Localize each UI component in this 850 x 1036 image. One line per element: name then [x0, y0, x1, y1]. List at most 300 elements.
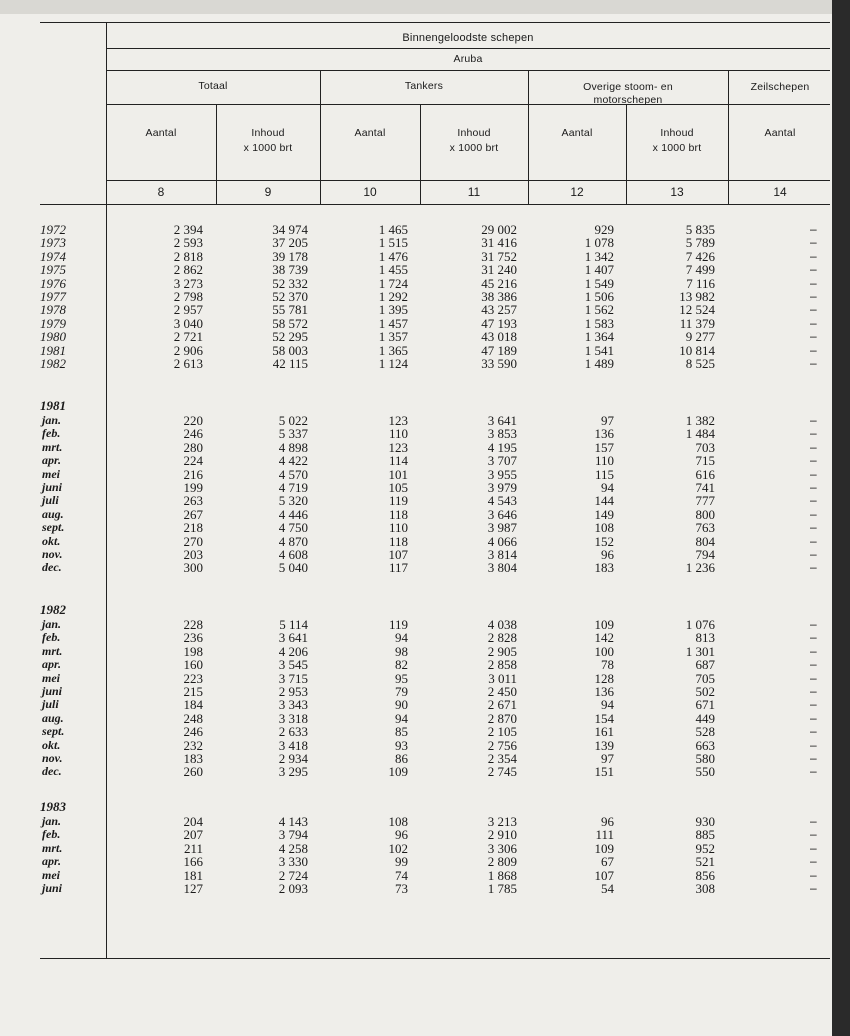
cell-totaal-inhoud: 5 022 [278, 413, 308, 428]
cell-totaal-aantal: 263 [183, 493, 203, 509]
cell-tankers-inhoud: 47 189 [481, 342, 517, 358]
cell-overige-inhoud: 952 [695, 840, 715, 856]
cell-overige-aantal: 1 342 [584, 248, 614, 264]
cell-zeil-aantal: – [810, 262, 817, 277]
cell-tankers-aantal: 93 [395, 737, 408, 753]
cell-overige-aantal: 107 [594, 867, 614, 883]
cell-tankers-inhoud: 31 416 [481, 235, 517, 251]
cell-tankers-aantal: 79 [395, 684, 408, 699]
cell-tankers-aantal: 101 [388, 466, 408, 482]
colnum-11: 11 [467, 185, 481, 199]
cell-zeil-aantal: – [810, 453, 817, 468]
cell-overige-inhoud: 930 [695, 814, 715, 829]
cell-overige-inhoud: 777 [695, 493, 715, 509]
cell-tankers-inhoud: 4 195 [487, 439, 517, 455]
row-year-label: 1982 [40, 356, 66, 371]
cell-tankers-inhoud: 2 745 [487, 764, 517, 780]
cell-overige-aantal: 67 [601, 854, 614, 870]
row-month-label: mrt. [42, 840, 63, 855]
row-month-label: sept. [42, 724, 65, 739]
cell-overige-aantal: 97 [601, 413, 614, 428]
cell-totaal-inhoud: 3 641 [278, 630, 308, 646]
cell-totaal-inhoud: 52 370 [272, 289, 308, 304]
sub-aantal-tankers: Aantal [354, 127, 386, 139]
cell-overige-aantal: 96 [601, 547, 614, 562]
colnum-10: 10 [363, 185, 377, 199]
cell-tankers-aantal: 105 [388, 480, 408, 495]
group-tankers: Tankers [404, 80, 444, 92]
cell-overige-inhoud: 528 [695, 724, 715, 740]
cell-tankers-aantal: 108 [388, 814, 408, 829]
colnum-12: 12 [570, 185, 584, 199]
cell-totaal-inhoud: 2 633 [278, 724, 308, 740]
cell-tankers-aantal: 1 476 [378, 248, 408, 264]
cell-overige-aantal: 154 [594, 710, 614, 726]
row-month-label: jan. [42, 617, 62, 631]
cell-zeil-aantal: – [810, 657, 817, 672]
cell-tankers-aantal: 85 [395, 724, 408, 740]
cell-tankers-inhoud: 3 011 [488, 670, 517, 686]
cell-tankers-inhoud: 3 707 [487, 453, 517, 469]
cell-tankers-inhoud: 2 756 [487, 737, 517, 753]
row-month-label: mrt. [42, 439, 63, 454]
cell-overige-inhoud: 9 277 [685, 329, 715, 345]
row-month-label: dec. [42, 764, 62, 779]
cell-zeil-aantal: – [810, 493, 817, 508]
cell-zeil-aantal: – [810, 724, 817, 739]
row-month-label: sept. [42, 520, 65, 535]
row-month-label: jan. [42, 413, 62, 427]
cell-tankers-aantal: 1 357 [378, 329, 408, 345]
cell-overige-aantal: 142 [594, 630, 614, 646]
cell-totaal-aantal: 2 818 [173, 248, 203, 264]
cell-totaal-aantal: 216 [183, 466, 203, 482]
cell-tankers-aantal: 123 [388, 413, 408, 428]
group-year-heading: 1982 [40, 602, 66, 617]
sub-inhoud-tankers-1: Inhoud [457, 127, 491, 139]
cell-zeil-aantal: – [810, 315, 817, 330]
cell-tankers-aantal: 110 [388, 520, 408, 536]
cell-totaal-inhoud: 38 739 [272, 262, 308, 278]
group-zeilschepen: Zeilschepen [750, 81, 810, 93]
colnum-8: 8 [157, 185, 165, 199]
cell-tankers-aantal: 82 [395, 657, 408, 673]
cell-overige-inhoud: 800 [695, 506, 715, 522]
cell-overige-inhoud: 687 [695, 657, 715, 673]
table-title: Binnengeloodste schepen [402, 32, 534, 44]
row-month-label: dec. [42, 560, 62, 575]
row-month-label: juni [42, 480, 63, 494]
cell-zeil-aantal: – [810, 630, 817, 645]
cell-tankers-aantal: 95 [395, 670, 408, 686]
colnum-14: 14 [773, 185, 787, 199]
rule-under-aruba [106, 70, 830, 71]
cell-totaal-inhoud: 3 343 [278, 697, 308, 713]
cell-totaal-aantal: 199 [183, 480, 203, 495]
cell-overige-aantal: 151 [594, 764, 614, 780]
row-month-label: okt. [42, 737, 61, 752]
cell-overige-inhoud: 616 [695, 466, 715, 482]
cell-overige-aantal: 109 [594, 840, 614, 856]
cell-tankers-inhoud: 2 910 [487, 827, 517, 843]
cell-zeil-aantal: – [810, 222, 817, 236]
cell-totaal-inhoud: 5 040 [278, 560, 308, 576]
cell-zeil-aantal: – [810, 854, 817, 869]
cell-tankers-inhoud: 2 905 [487, 643, 517, 659]
cell-overige-inhoud: 11 379 [679, 315, 715, 331]
cell-tankers-inhoud: 3 979 [487, 480, 517, 495]
cell-overige-inhoud: 885 [695, 827, 715, 843]
cell-tankers-aantal: 118 [388, 506, 408, 522]
cell-tankers-inhoud: 1 868 [487, 867, 517, 883]
cell-zeil-aantal: – [810, 560, 817, 575]
cell-overige-inhoud: 1 484 [685, 426, 715, 442]
cell-tankers-inhoud: 2 671 [487, 697, 517, 713]
row-month-label: mei [42, 867, 60, 882]
cell-totaal-aantal: 224 [183, 453, 203, 469]
cell-overige-inhoud: 663 [695, 737, 715, 753]
cell-tankers-aantal: 1 395 [378, 302, 408, 318]
cell-zeil-aantal: – [810, 235, 817, 250]
cell-tankers-inhoud: 38 386 [481, 289, 517, 304]
cell-totaal-aantal: 236 [183, 630, 203, 646]
row-month-label: nov. [42, 547, 63, 561]
row-month-label: mei [42, 466, 60, 481]
cell-totaal-inhoud: 4 570 [278, 466, 308, 482]
cell-totaal-aantal: 246 [183, 426, 203, 442]
cell-overige-aantal: 157 [594, 439, 614, 455]
cell-overige-inhoud: 1 076 [685, 617, 715, 632]
cell-overige-aantal: 100 [594, 643, 614, 659]
row-month-label: juli [42, 697, 59, 712]
row-month-label: juni [42, 881, 63, 895]
row-year-label: 1980 [40, 329, 66, 345]
cell-tankers-inhoud: 3 987 [487, 520, 517, 536]
cell-totaal-aantal: 3 273 [173, 275, 203, 291]
cell-overige-inhoud: 5 789 [685, 235, 715, 251]
cell-zeil-aantal: – [810, 520, 817, 535]
cell-tankers-inhoud: 3 306 [487, 840, 517, 856]
cell-totaal-inhoud: 3 794 [278, 827, 308, 843]
cell-tankers-aantal: 98 [395, 643, 408, 659]
cell-totaal-aantal: 248 [183, 710, 203, 726]
cell-zeil-aantal: – [810, 342, 817, 357]
cell-tankers-aantal: 90 [395, 697, 408, 713]
cell-tankers-aantal: 1 365 [378, 342, 408, 358]
cell-totaal-inhoud: 4 206 [278, 643, 308, 659]
cell-tankers-aantal: 1 515 [378, 235, 408, 251]
cell-overige-aantal: 161 [594, 724, 614, 740]
cell-totaal-inhoud: 52 295 [272, 329, 308, 345]
cell-tankers-inhoud: 4 543 [487, 493, 517, 509]
cell-overige-inhoud: 703 [695, 439, 715, 455]
rule-top [40, 22, 830, 23]
cell-totaal-aantal: 300 [183, 560, 203, 576]
page-binding-edge [832, 0, 850, 1036]
row-month-label: jan. [42, 814, 62, 828]
cell-totaal-inhoud: 58 003 [272, 342, 308, 358]
cell-totaal-inhoud: 55 781 [272, 302, 308, 318]
cell-totaal-inhoud: 2 934 [278, 751, 308, 766]
cell-totaal-aantal: 207 [183, 827, 203, 843]
cell-totaal-inhoud: 5 114 [279, 617, 308, 632]
cell-tankers-inhoud: 43 257 [481, 302, 517, 318]
cell-overige-aantal: 183 [594, 560, 614, 576]
cell-totaal-aantal: 260 [183, 764, 203, 780]
cell-totaal-inhoud: 3 295 [278, 764, 308, 780]
cell-zeil-aantal: – [810, 275, 817, 290]
cell-overige-inhoud: 856 [695, 867, 715, 883]
cell-overige-aantal: 1 583 [584, 315, 614, 331]
sub-inhoud-overige-2: x 1000 brt [652, 142, 702, 154]
row-year-label: 1974 [40, 248, 66, 264]
row-year-label: 1972 [40, 222, 66, 237]
cell-totaal-aantal: 204 [183, 814, 203, 829]
cell-overige-aantal: 128 [594, 670, 614, 686]
cell-tankers-inhoud: 2 450 [487, 684, 517, 699]
cell-zeil-aantal: – [810, 751, 817, 765]
cell-zeil-aantal: – [810, 737, 817, 752]
cell-tankers-inhoud: 2 828 [487, 630, 517, 646]
sub-inhoud-totaal-1: Inhoud [251, 127, 285, 139]
sub-aantal-overige: Aantal [561, 127, 593, 139]
row-month-label: feb. [42, 630, 61, 645]
sub-inhoud-overige-1: Inhoud [660, 127, 694, 139]
cell-tankers-aantal: 96 [395, 827, 408, 843]
cell-zeil-aantal: – [810, 617, 817, 631]
cell-tankers-aantal: 86 [395, 751, 408, 766]
row-year-label: 1979 [40, 315, 66, 331]
cell-tankers-inhoud: 4 066 [487, 533, 517, 549]
cell-overige-inhoud: 502 [695, 684, 715, 699]
cell-totaal-inhoud: 34 974 [272, 222, 308, 237]
cell-tankers-aantal: 94 [395, 630, 408, 646]
colnum-13: 13 [670, 185, 684, 199]
row-month-label: mei [42, 670, 60, 685]
cell-tankers-aantal: 107 [388, 547, 408, 562]
row-year-label: 1975 [40, 262, 66, 278]
cell-tankers-aantal: 1 465 [378, 222, 408, 237]
cell-tankers-aantal: 118 [388, 533, 408, 549]
cell-tankers-aantal: 1 292 [378, 289, 408, 304]
cell-overige-inhoud: 715 [695, 453, 715, 469]
cell-overige-inhoud: 741 [695, 480, 715, 495]
row-month-label: feb. [42, 827, 61, 842]
cell-overige-aantal: 97 [601, 751, 614, 766]
cell-tankers-aantal: 119 [388, 617, 408, 632]
cell-tankers-aantal: 102 [388, 840, 408, 856]
cell-overige-inhoud: 13 982 [679, 289, 715, 304]
cell-totaal-aantal: 2 906 [173, 342, 203, 358]
cell-totaal-aantal: 203 [183, 547, 203, 562]
cell-overige-inhoud: 705 [695, 670, 715, 686]
cell-overige-aantal: 54 [601, 881, 614, 896]
cell-zeil-aantal: – [810, 643, 817, 658]
cell-totaal-inhoud: 2 953 [278, 684, 308, 699]
row-year-label: 1981 [40, 342, 66, 358]
row-month-label: apr. [42, 854, 62, 869]
cell-tankers-inhoud: 3 213 [487, 814, 517, 829]
group-totaal: Totaal [198, 80, 228, 92]
cell-zeil-aantal: – [810, 533, 817, 548]
cell-totaal-inhoud: 4 608 [278, 547, 308, 562]
cell-zeil-aantal: – [810, 697, 817, 712]
cell-totaal-aantal: 228 [183, 617, 203, 632]
cell-overige-inhoud: 308 [695, 881, 715, 896]
sub-aantal-zeil: Aantal [764, 127, 796, 139]
table-subtitle: Aruba [453, 53, 483, 65]
cell-overige-inhoud: 580 [695, 751, 715, 766]
cell-totaal-aantal: 127 [183, 881, 203, 896]
cell-totaal-aantal: 2 613 [173, 356, 203, 371]
cell-totaal-aantal: 2 721 [173, 329, 203, 345]
cell-totaal-inhoud: 5 337 [278, 426, 308, 442]
cell-overige-aantal: 1 078 [584, 235, 614, 251]
cell-totaal-aantal: 2 957 [173, 302, 203, 318]
cell-totaal-aantal: 184 [183, 697, 203, 713]
cell-totaal-aantal: 220 [183, 413, 203, 428]
cell-totaal-aantal: 223 [183, 670, 203, 686]
cell-overige-inhoud: 813 [695, 630, 715, 646]
cell-overige-aantal: 139 [594, 737, 614, 753]
cell-zeil-aantal: – [810, 248, 817, 263]
cell-overige-aantal: 1 407 [584, 262, 614, 278]
cell-totaal-aantal: 211 [183, 840, 203, 856]
cell-tankers-inhoud: 47 193 [481, 315, 517, 331]
cell-overige-inhoud: 763 [695, 520, 715, 536]
cell-tankers-inhoud: 2 870 [487, 710, 517, 726]
cell-tankers-inhoud: 1 785 [487, 881, 517, 896]
cell-tankers-inhoud: 3 641 [487, 413, 517, 428]
row-year-label: 1978 [40, 302, 66, 318]
cell-totaal-aantal: 198 [183, 643, 203, 659]
cell-totaal-inhoud: 4 719 [278, 480, 308, 495]
cell-overige-aantal: 1 489 [584, 356, 614, 371]
cell-overige-aantal: 94 [601, 480, 614, 495]
cell-overige-inhoud: 12 524 [679, 302, 715, 318]
cell-zeil-aantal: – [810, 289, 817, 303]
rule-above-colnums [106, 180, 830, 181]
cell-tankers-inhoud: 2 858 [487, 657, 517, 673]
cell-totaal-aantal: 2 593 [173, 235, 203, 251]
cell-totaal-inhoud: 5 320 [278, 493, 308, 509]
cell-totaal-aantal: 181 [183, 867, 203, 883]
cell-zeil-aantal: – [810, 413, 817, 427]
cell-overige-inhoud: 10 814 [679, 342, 715, 358]
rule-under-colnums [40, 204, 830, 205]
group-year-heading: 1983 [40, 799, 66, 814]
cell-overige-aantal: 149 [594, 506, 614, 522]
group-overige-line2: motorschepen [593, 94, 663, 106]
row-month-label: apr. [42, 453, 62, 468]
cell-overige-aantal: 110 [594, 453, 614, 469]
cell-tankers-inhoud: 2 354 [487, 751, 517, 766]
cell-totaal-inhoud: 42 115 [272, 356, 308, 371]
cell-zeil-aantal: – [810, 684, 817, 698]
cell-totaal-aantal: 280 [183, 439, 203, 455]
cell-overige-inhoud: 7 499 [685, 262, 715, 278]
cell-totaal-aantal: 246 [183, 724, 203, 740]
group-year-heading: 1981 [40, 398, 66, 413]
cell-totaal-inhoud: 3 330 [278, 854, 308, 870]
cell-totaal-aantal: 218 [183, 520, 203, 536]
rule-bottom [40, 958, 830, 959]
cell-overige-aantal: 78 [601, 657, 614, 673]
cell-zeil-aantal: – [810, 466, 817, 481]
cell-overige-aantal: 109 [594, 617, 614, 632]
cell-zeil-aantal: – [810, 506, 817, 521]
cell-overige-aantal: 108 [594, 520, 614, 536]
row-year-label: 1976 [40, 275, 66, 291]
cell-zeil-aantal: – [810, 814, 817, 828]
cell-totaal-aantal: 2 798 [173, 289, 203, 304]
cell-totaal-inhoud: 2 093 [278, 881, 308, 896]
cell-overige-inhoud: 521 [695, 854, 715, 870]
cell-totaal-inhoud: 4 258 [278, 840, 308, 856]
cell-tankers-aantal: 1 457 [378, 315, 408, 331]
cell-tankers-aantal: 114 [388, 453, 408, 469]
sub-aantal-totaal: Aantal [145, 127, 177, 139]
cell-tankers-aantal: 1 724 [378, 275, 408, 291]
cell-overige-aantal: 1 506 [584, 289, 614, 304]
cell-overige-inhoud: 1 382 [685, 413, 715, 428]
cell-tankers-inhoud: 31 752 [481, 248, 517, 264]
cell-totaal-aantal: 270 [183, 533, 203, 549]
cell-tankers-aantal: 123 [388, 439, 408, 455]
cell-overige-aantal: 94 [601, 697, 614, 713]
cell-tankers-aantal: 94 [395, 710, 408, 726]
cell-zeil-aantal: – [810, 867, 817, 882]
cell-totaal-inhoud: 3 545 [278, 657, 308, 673]
cell-overige-aantal: 1 562 [584, 302, 614, 318]
cell-overige-inhoud: 7 426 [685, 248, 715, 264]
cell-tankers-inhoud: 29 002 [481, 222, 517, 237]
cell-overige-inhoud: 7 116 [686, 275, 715, 291]
row-month-label: nov. [42, 751, 63, 765]
cell-tankers-aantal: 1 124 [378, 356, 408, 371]
cell-zeil-aantal: – [810, 439, 817, 454]
cell-totaal-aantal: 160 [183, 657, 203, 673]
cell-totaal-inhoud: 4 750 [278, 520, 308, 536]
group-overige-line1: Overige stoom- en [583, 81, 673, 93]
cell-totaal-inhoud: 39 178 [272, 248, 308, 264]
cell-overige-aantal: 1 364 [584, 329, 614, 345]
cell-tankers-aantal: 110 [388, 426, 408, 442]
rule-under-title [106, 48, 830, 49]
cell-overige-inhoud: 5 835 [685, 222, 715, 237]
cell-totaal-inhoud: 2 724 [278, 867, 308, 883]
cell-zeil-aantal: – [810, 827, 817, 842]
row-month-label: aug. [42, 506, 64, 521]
cell-overige-inhoud: 8 525 [685, 356, 715, 371]
cell-tankers-aantal: 99 [395, 854, 408, 870]
cell-totaal-inhoud: 58 572 [272, 315, 308, 331]
cell-overige-inhoud: 449 [695, 710, 715, 726]
cell-tankers-inhoud: 43 018 [481, 329, 517, 345]
page-top-band [0, 0, 850, 14]
cell-zeil-aantal: – [810, 710, 817, 725]
cell-tankers-inhoud: 3 814 [487, 547, 517, 562]
cell-overige-aantal: 1 549 [584, 275, 614, 291]
cell-overige-inhoud: 671 [695, 697, 715, 713]
cell-overige-inhoud: 794 [695, 547, 715, 562]
cell-overige-aantal: 111 [595, 827, 614, 843]
row-month-label: juni [42, 684, 63, 698]
cell-totaal-aantal: 2 394 [173, 222, 203, 237]
row-month-label: juli [42, 493, 59, 508]
cell-tankers-inhoud: 3 804 [487, 560, 517, 576]
sub-inhoud-totaal-2: x 1000 brt [243, 142, 293, 154]
